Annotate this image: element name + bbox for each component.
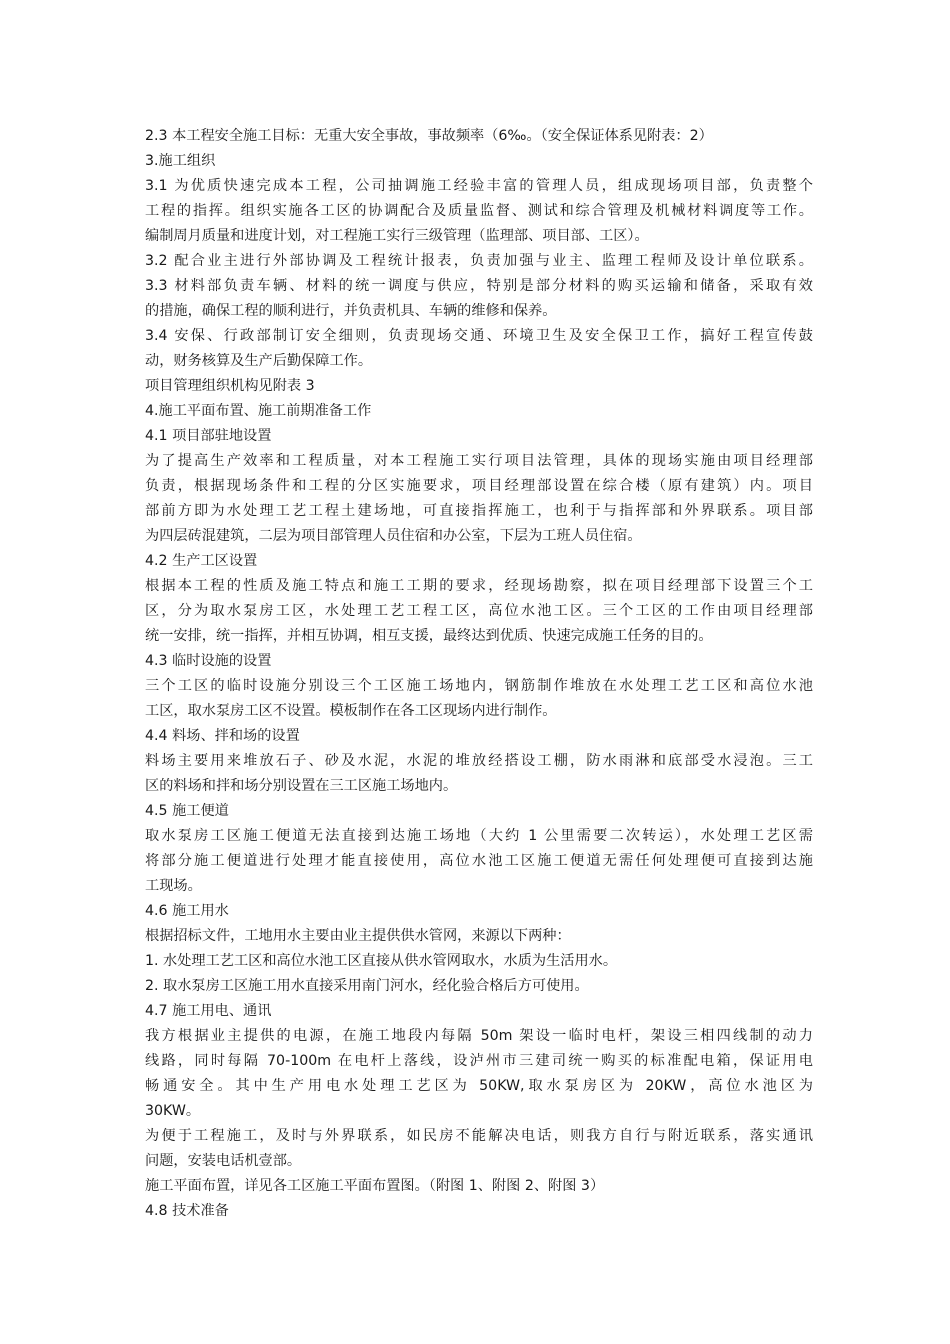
- text-line: 4.2 生产工区设置: [145, 553, 258, 569]
- text-line: 为四层砖混建筑，二层为项目部管理人员住宿和办公室，下层为工班人员住宿。: [145, 528, 642, 544]
- text-line: 线路，同时每隔 70-100m 在电杆上落线，设泸州市三建司统一购买的标准配电箱，保证用电: [145, 1053, 813, 1069]
- text-line: 2.3 本工程安全施工目标：无重大安全事故，事故频率（6‰。（安全保证体系见附表：2）: [145, 128, 713, 144]
- text-line: 编制周月质量和进度计划，对工程施工实行三级管理（监理部、项目部、工区）。: [145, 228, 649, 244]
- text-line: 项目管理组织机构见附表 3: [145, 378, 315, 394]
- text-line: 30KW。: [145, 1103, 201, 1119]
- text-line: 将部分施工便道进行处理才能直接使用，高位水池工区施工便道无需任何处理便可直接到达施: [145, 853, 813, 869]
- text-line: 负责，根据现场条件和工程的分区实施要求，项目经理部设置在综合楼（原有建筑）内。项目: [145, 478, 813, 494]
- text-line: 为了提高生产效率和工程质量，对本工程施工实行项目法管理，具体的现场实施由项目经理部: [145, 453, 813, 469]
- text-line: 4.3 临时设施的设置: [145, 653, 272, 669]
- text-line: 施工平面布置，详见各工区施工平面布置图。（附图 1、附图 2、附图 3）: [145, 1178, 605, 1194]
- text-line: 区的料场和拌和场分别设置在三工区施工场地内。: [145, 778, 458, 794]
- text-line: 根据本工程的性质及施工特点和施工工期的要求，经现场勘察，拟在项目经理部下设置三个工: [145, 578, 813, 594]
- text-line: 2. 取水泵房工区施工用水直接采用南门河水，经化验合格后方可使用。: [145, 978, 589, 994]
- text-line: 工现场。: [145, 878, 202, 894]
- text-line: 取水泵房工区施工便道无法直接到达施工场地（大约 1 公里需要二次转运），水处理工艺区需: [145, 828, 813, 844]
- text-line: 为便于工程施工，及时与外界联系，如民房不能解决电话，则我方自行与附近联系，落实通讯: [145, 1128, 813, 1144]
- text-line: 1. 水处理工艺工区和高位水池工区直接从供水管网取水，水质为生活用水。: [145, 953, 618, 969]
- text-line: 料场主要用来堆放石子、砂及水泥，水泥的堆放经搭设工棚，防水雨淋和底部受水浸泡。三工: [145, 753, 813, 769]
- text-line: 4.1 项目部驻地设置: [145, 428, 272, 444]
- text-line: 工程的指挥。组织实施各工区的协调配合及质量监督、测试和综合管理及机械材料调度等工作。: [145, 203, 813, 219]
- text-line: 区，分为取水泵房工区，水处理工艺工程工区，高位水池工区。三个工区的工作由项目经理部: [145, 603, 813, 619]
- text-line: 4.7 施工用电、通讯: [145, 1003, 272, 1019]
- text-line: 4.施工平面布置、施工前期准备工作: [145, 403, 372, 419]
- text-line: 4.5 施工便道: [145, 803, 229, 819]
- text-line: 统一安排，统一指挥，并相互协调，相互支援，最终达到优质、快速完成施工任务的目的。: [145, 628, 713, 644]
- text-line: 4.4 料场、拌和场的设置: [145, 728, 300, 744]
- text-line: 3.3 材料部负责车辆、材料的统一调度与供应，特别是部分材料的购买运输和储备，采取有效: [145, 278, 813, 294]
- text-line: 畅通安全。其中生产用电水处理工艺区为 50KW,取水泵房区为 20KW，高位水池区为: [145, 1078, 813, 1094]
- text-line: 根据招标文件，工地用水主要由业主提供供水管网，来源以下两种：: [145, 928, 571, 944]
- text-line: 工区，取水泵房工区不设置。模板制作在各工区现场内进行制作。: [145, 703, 557, 719]
- text-line: 三个工区的临时设施分别设三个工区施工场地内，钢筋制作堆放在水处理工艺工区和高位水池: [145, 678, 813, 694]
- text-line: 3.1 为优质快速完成本工程，公司抽调施工经验丰富的管理人员，组成现场项目部，负责整个: [145, 178, 813, 194]
- text-line: 3.施工组织: [145, 153, 216, 169]
- text-line: 部前方即为水处理工艺工程土建场地，可直接指挥施工，也利于与指挥部和外界联系。项目部: [145, 503, 813, 519]
- text-line: 3.2 配合业主进行外部协调及工程统计报表，负责加强与业主、监理工程师及设计单位联系。: [145, 253, 813, 269]
- text-line: 的措施，确保工程的顺利进行，并负责机具、车辆的维修和保养。: [145, 303, 557, 319]
- text-line: 3.4 安保、行政部制订安全细则，负责现场交通、环境卫生及安全保卫工作，搞好工程宣传鼓: [145, 328, 813, 344]
- document-page: [145, 124, 813, 1224]
- text-line: 我方根据业主提供的电源，在施工地段内每隔 50m 架设一临时电杆，架设三相四线制的动力: [145, 1028, 813, 1044]
- text-line: 4.8 技术准备: [145, 1203, 229, 1219]
- text-line: 动，财务核算及生产后勤保障工作。: [145, 353, 373, 369]
- text-line: 问题，安装电话机壹部。: [145, 1153, 302, 1169]
- text-line: 4.6 施工用水: [145, 903, 229, 919]
